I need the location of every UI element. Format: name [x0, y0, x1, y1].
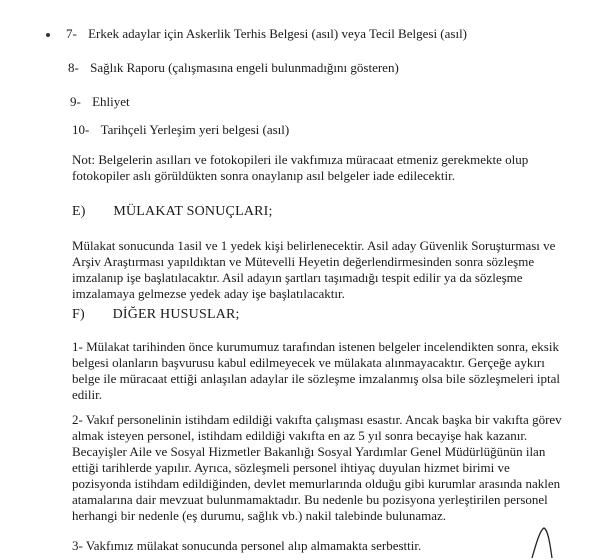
section-f-heading: [72, 307, 240, 323]
section-e-line: Mülakat sonucunda 1asil ve 1 yedek kişi belirlenecektir. Asil aday Güvenlik Soruşturması ve: [72, 238, 556, 253]
list-item-7: [66, 26, 467, 42]
item2-line: pozisyonda istihdam edildiğinden, devlet memurlarında olduğu gibi kurumlar arasında naklen: [72, 476, 561, 491]
item2-line: Becayişler Aile ve Sosyal Hizmetler Bakanlığı Sosyal Yardımlar Genel Müdürlüğünün ilan: [72, 444, 546, 459]
list-text: Erkek adaylar için Askerlik Terhis Belgesi (asıl) veya Tecil Belgesi (asıl): [88, 26, 468, 41]
list-number: 7-: [66, 26, 77, 41]
list-text: Sağlık Raporu (çalışmasına engeli bulunmadığını gösteren): [90, 60, 399, 75]
section-letter: E): [72, 204, 86, 219]
bullet-mark: [46, 33, 50, 37]
item1-line: belgesi olanların başvurusu kabul edilmeyecek ve mülakata alınmayacaktır. Gerçeğe aykırı: [72, 355, 545, 370]
section-e-line: imzalamaya gelmezse yedek aday işe başlatılacaktır.: [72, 286, 345, 301]
list-number: 10-: [72, 122, 90, 137]
list-text: Tarihçeli Yerleşim yeri belgesi (asıl): [100, 122, 290, 137]
signature-mark: [528, 524, 558, 560]
item2-line: atamalarına dair mevzuat bulunmamaktadır. Bu nedenle bu pozisyona yerleştirilen personel: [72, 492, 548, 507]
item2-line: herhangi bir nedenle (eş durumu, sağlık vb.) nakil talebinde bulunamaz.: [72, 508, 446, 523]
list-text: Ehliyet: [92, 94, 130, 109]
list-item-10: [72, 122, 289, 138]
section-e-line: imzalanıp işe başlatılacaktır. Asil adayın şartları taşımadığı tespit edilir ya da sözleşme: [72, 270, 523, 285]
section-title: DİĞER HUSUSLAR;: [112, 307, 240, 322]
item2-line: ettiği tarihlerde yapılır. Ayrıca, sözleşmeli personel ihtiyaç duyulan hizmet birimi ve: [72, 460, 510, 475]
list-item-9: [70, 94, 130, 110]
section-e-heading: [72, 204, 273, 220]
item3-line: 3- Vakfımız mülakat sonucunda personel alıp almamakta serbesttir.: [72, 538, 422, 553]
item2-line: almak isteyen personel, istihdam edildiği vakıfta en az 5 yıl sonra becayişe hak kazanır.: [72, 428, 528, 443]
item1-line: 1- Mülakat tarihinden önce kurumumuz tarafından istenen belgeler incelendikten sonra, eksik: [72, 339, 559, 354]
section-title: MÜLAKAT SONUÇLARI;: [113, 204, 273, 219]
item2-line: 2- Vakıf personelinin istihdam edildiği vakıfta çalışması esastır. Ancak başka bir vakıfta görev: [72, 412, 562, 427]
note-line-2: fotokopiler aslı görüldükten sonra onaylanıp asıl belgeler iade edilecektir.: [72, 168, 456, 183]
list-number: 9-: [70, 94, 81, 109]
section-e-line: Arşiv Araştırması yapıldıktan ve Mütevelli Heyetin değerlendirmesinden sonra sözleşme: [72, 254, 535, 269]
note-line-1: Not: Belgelerin asılları ve fotokopileri ile vakfımıza müracaat etmeniz gerekmekte olup: [72, 152, 529, 167]
item1-line: belge ile müracaat ettiği anlaşılan adaylar ile sözleşme imzalanmış olsa bile sözleşmeleri iptal: [72, 371, 561, 386]
list-item-8: [68, 60, 399, 76]
section-letter: F): [72, 307, 85, 322]
item1-line: edilir.: [72, 387, 102, 402]
list-number: 8-: [68, 60, 79, 75]
